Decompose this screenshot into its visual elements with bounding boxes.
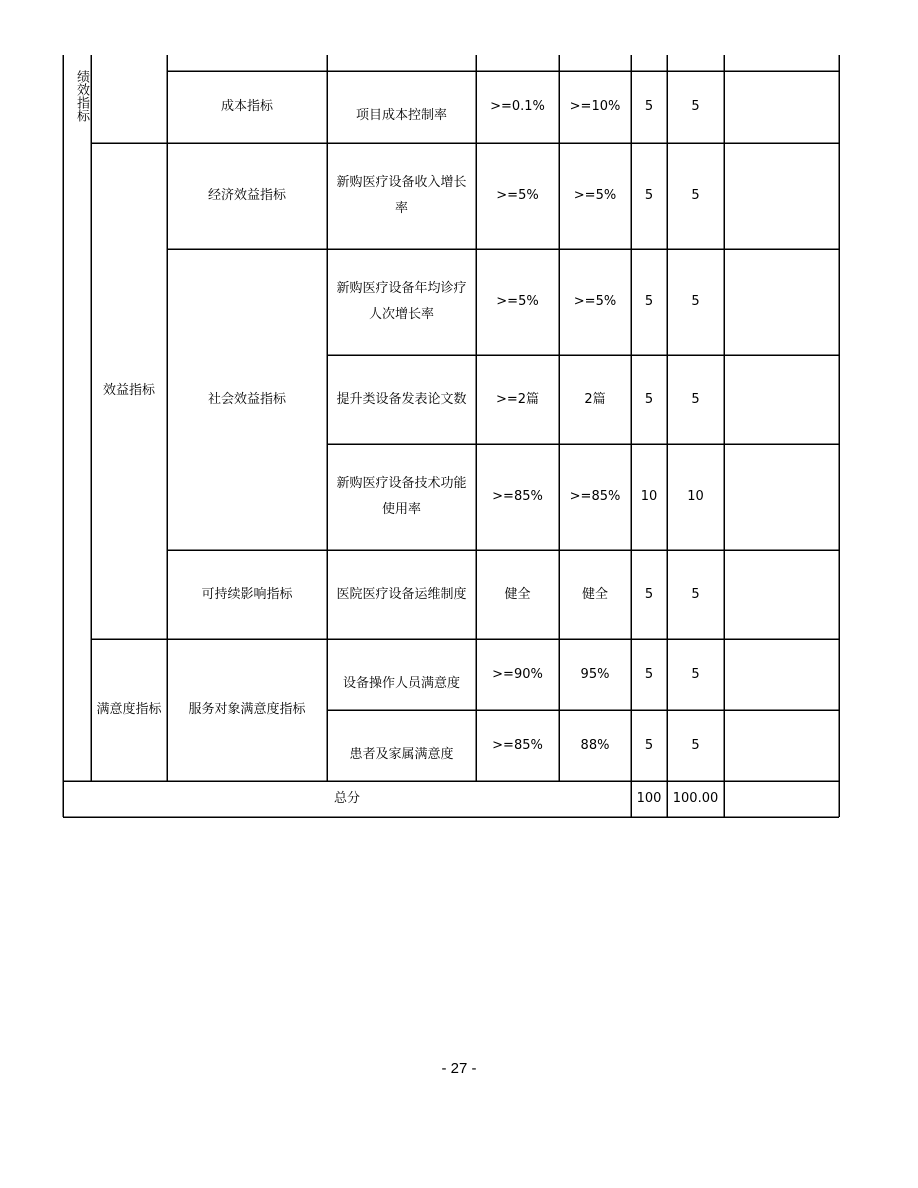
row-5-weight: 5 — [644, 586, 654, 602]
level3-economic-label: 经济效益指标 — [207, 188, 286, 203]
page-number: - 27 - — [441, 1060, 477, 1077]
level3-cost-label: 成本指标 — [220, 99, 273, 114]
row-0-weight: 5 — [644, 99, 654, 114]
level3-social-label: 社会效益指标 — [207, 391, 286, 407]
row-1-weight: 5 — [644, 188, 654, 203]
row-4-target: >=85% — [492, 489, 543, 504]
row-7-score: 5 — [691, 737, 700, 753]
row-2-score: 5 — [691, 294, 700, 309]
level3-sustainable-label: 可持续影响指标 — [201, 586, 293, 602]
row-0-indicator: 项目成本控制率 — [355, 108, 447, 123]
row-7-target: >=85% — [492, 737, 543, 753]
level2-benefit-label: 效益指标 — [102, 383, 155, 398]
row-2-indicator: 新购医疗设备年均诊疗人次增长率 — [336, 281, 467, 322]
row-1-target: >=5% — [496, 188, 539, 203]
row-5-actual: 健全 — [581, 586, 608, 602]
total-score: 100.00 — [672, 791, 719, 806]
row-6-target: >=90% — [492, 666, 543, 682]
row-0-target: >=0.1% — [490, 99, 545, 114]
row-2-target: >=5% — [496, 294, 539, 309]
level3-service-satisfaction-label: 服务对象满意度指标 — [188, 702, 306, 717]
row-3-weight: 5 — [644, 391, 654, 407]
total-label: 总分 — [333, 791, 360, 806]
total-weight: 100 — [636, 791, 662, 806]
row-6-actual: 95% — [580, 666, 610, 682]
row-7-weight: 5 — [644, 737, 654, 753]
row-3-indicator: 提升类设备发表论文数 — [336, 391, 467, 407]
row-1-actual: >=5% — [573, 188, 617, 203]
row-3-target: >=2篇 — [495, 391, 540, 407]
row-6-score: 5 — [691, 666, 700, 682]
row-5-score: 5 — [691, 586, 700, 602]
row-2-actual: >=5% — [573, 294, 617, 309]
row-5-target: 健全 — [504, 586, 531, 602]
row-6-indicator: 设备操作人员满意度 — [342, 676, 460, 691]
row-4-actual: >=85% — [569, 489, 621, 504]
row-3-score: 5 — [691, 391, 700, 407]
row-0-score: 5 — [691, 99, 700, 114]
row-4-score: 10 — [687, 489, 704, 504]
row-7-actual: 88% — [580, 737, 610, 753]
category-label: 绩效指标 — [74, 70, 89, 122]
level2-satisfaction-label: 满意度指标 — [96, 702, 162, 717]
row-6-weight: 5 — [644, 666, 654, 682]
row-4-indicator: 新购医疗设备技术功能使用率 — [336, 476, 467, 517]
row-5-indicator: 医院医疗设备运维制度 — [336, 586, 467, 602]
row-1-indicator: 新购医疗设备收入增长率 — [336, 175, 467, 216]
row-1-score: 5 — [691, 188, 700, 203]
row-2-weight: 5 — [644, 294, 654, 309]
row-3-actual: 2篇 — [584, 391, 606, 407]
row-4-weight: 10 — [640, 489, 658, 504]
row-0-actual: >=10% — [569, 99, 621, 114]
row-7-indicator: 患者及家属满意度 — [349, 747, 454, 762]
